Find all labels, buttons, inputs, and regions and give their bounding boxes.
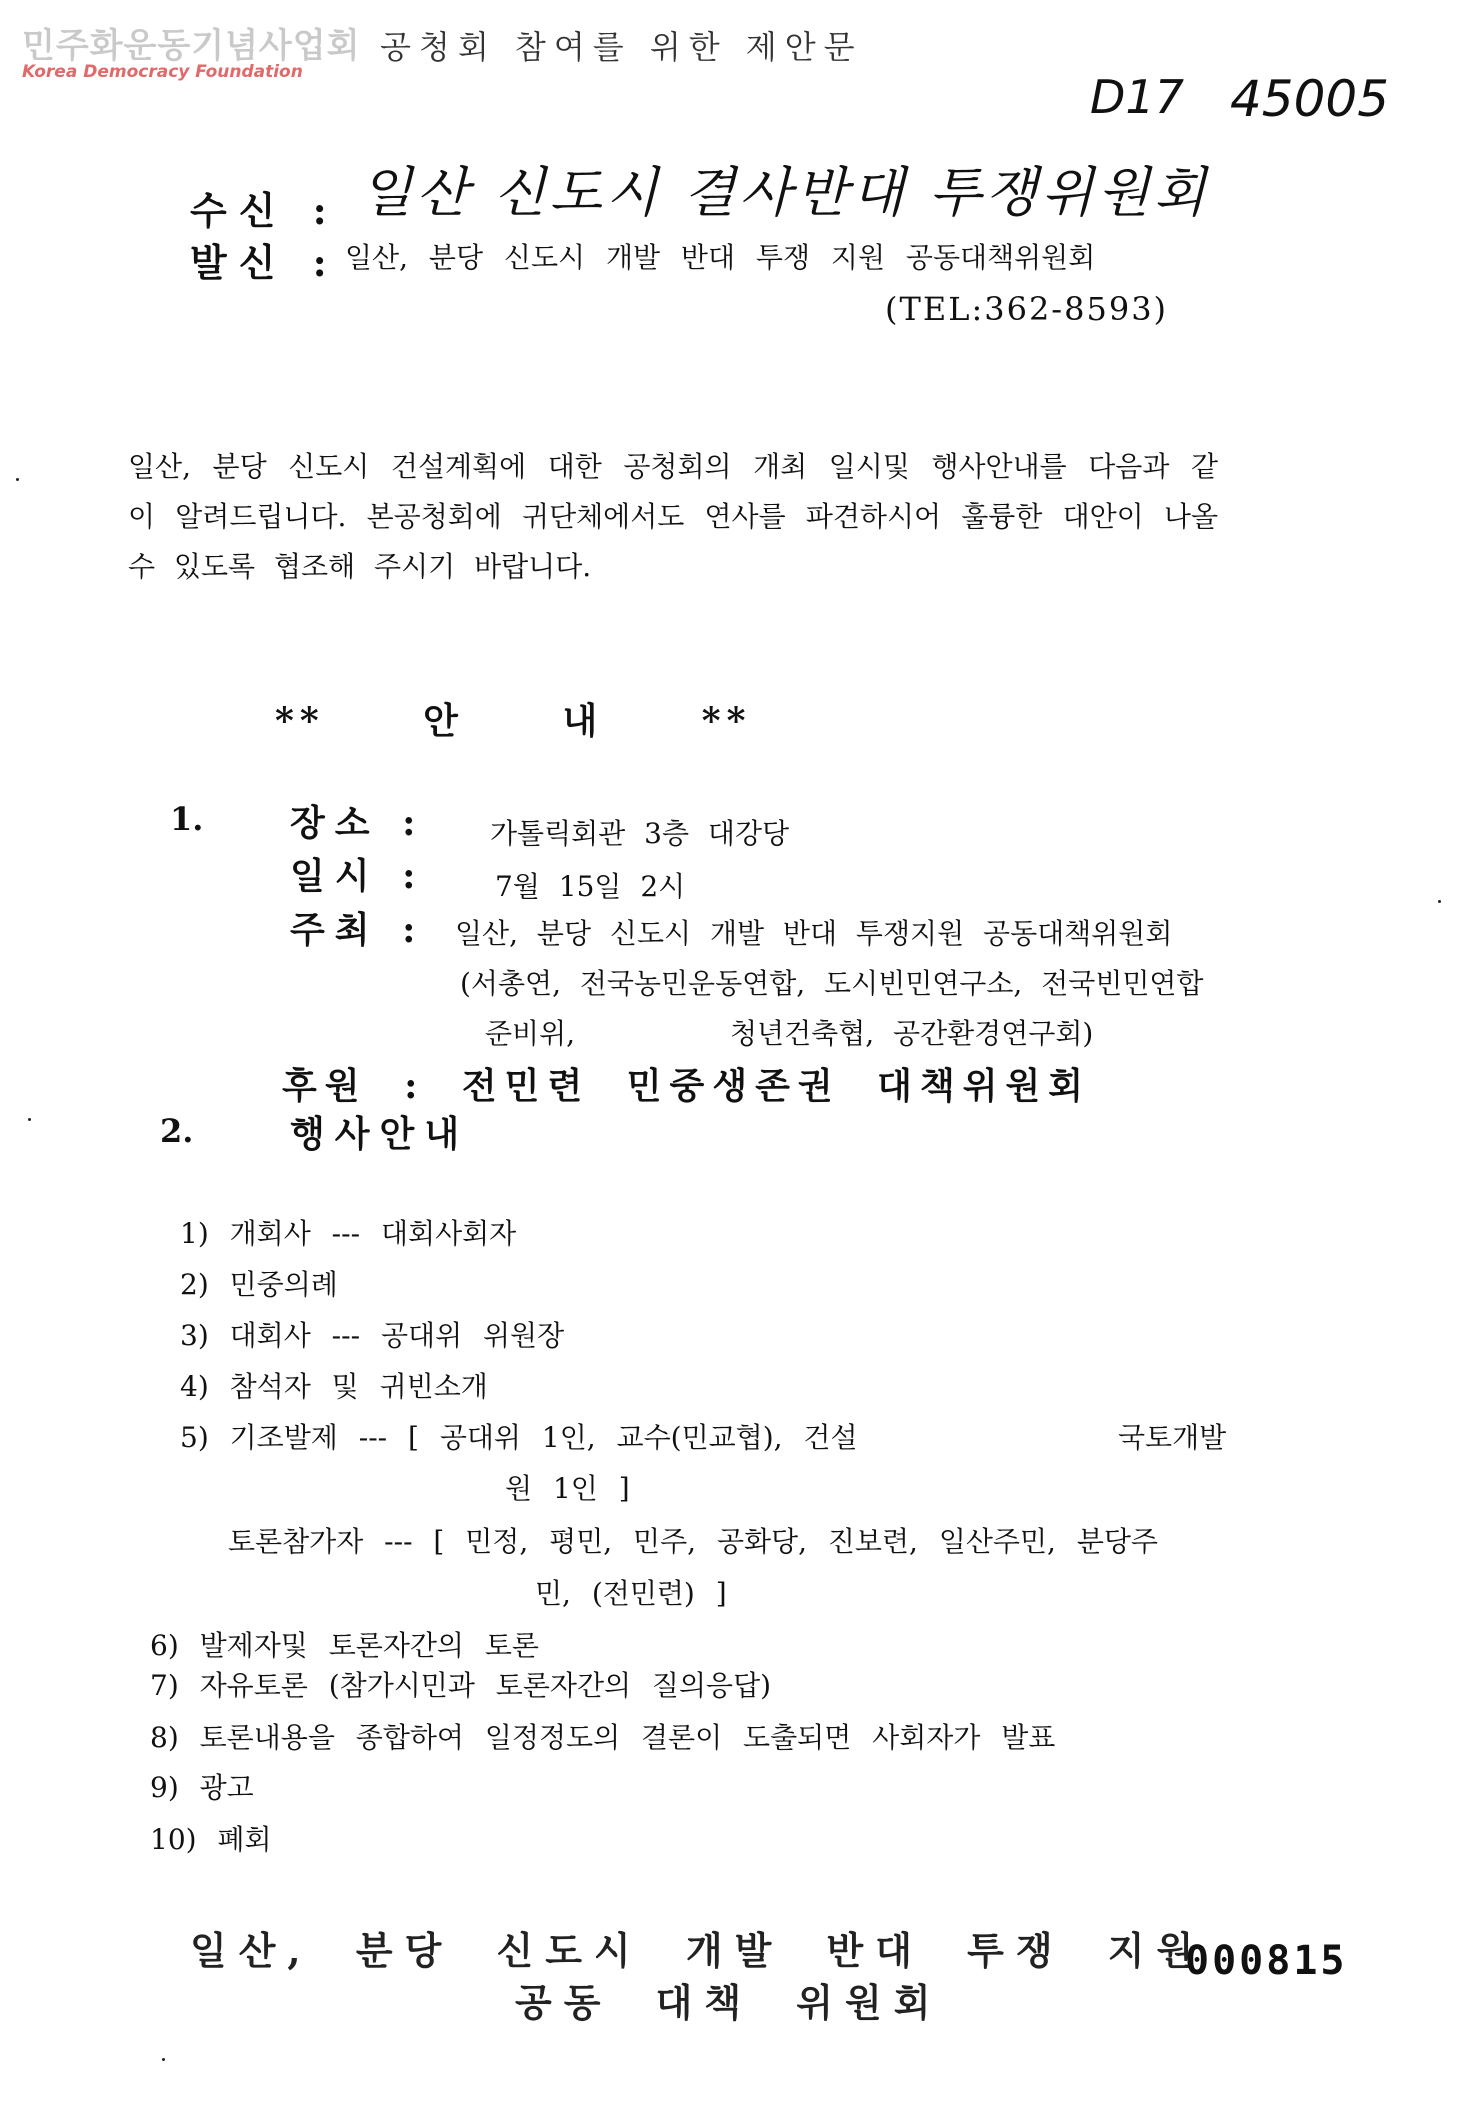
page-stamp-number: 000815: [1185, 1938, 1348, 1984]
scan-speck: [162, 2058, 165, 2061]
program-item: 6) 발제자및 토론자간의 토론: [150, 1629, 539, 1662]
sender-label: 발신 :: [190, 240, 339, 285]
program-item: 10) 폐회: [150, 1823, 272, 1856]
recipient-handwritten: 일산 신도시 결사반대 투쟁위원회: [360, 161, 1210, 224]
sender-phone: (TEL:362-8593): [885, 290, 1169, 328]
host-members-line2: 준비위,: [485, 1017, 576, 1050]
foundation-logo-english: Korea Democracy Foundation: [22, 62, 303, 82]
scan-speck: [28, 1118, 31, 1121]
scan-speck: [1438, 900, 1441, 903]
program-item: 4) 참석자 및 귀빈소개: [180, 1370, 488, 1403]
place-label: 장소 :: [290, 802, 426, 844]
sender-value: 일산, 분당 신도시 개발 반대 투쟁 지원 공동대책위원회: [345, 241, 1096, 274]
program-item-tail: 국토개발: [1118, 1421, 1227, 1454]
foundation-logo-korean: 민주화운동기념사업회: [22, 26, 361, 66]
program-item: 9) 광고: [150, 1771, 254, 1804]
body-paragraph: 일산, 분당 신도시 건설계획에 대한 공청회의 개최 일시및 행사안내를 다음과 같이 알려드립니다. 본공청회에 귀단체에서도 연사를 파견하시어 훌륭한 대안이 나올수 있도록 협조해 주시기 바랍니다.: [128, 450, 1218, 583]
program-item: 1) 개회사 --- 대회사회자: [180, 1217, 517, 1250]
place-value: 가톨릭회관 3층 대강당: [490, 817, 790, 850]
section-2-title: 행사안내: [290, 1113, 470, 1155]
footer-organization-line2: 공동 대책 위원회: [515, 1980, 943, 2025]
footer-organization-line1: 일산, 분당 신도시 개발 반대 투쟁 지원: [190, 1928, 1206, 1973]
host-members-line3: 청년건축협, 공간환경연구회): [730, 1017, 1094, 1050]
handwritten-file-code: D17: [1090, 70, 1184, 124]
sponsor-line: 후원 : 전민련 민중생존권 대책위원회: [282, 1065, 1092, 1107]
host-members-line1: (서총연, 전국농민운동연합, 도시빈민연구소, 전국빈민연합: [460, 967, 1204, 1000]
section-1-number: 1.: [170, 800, 204, 838]
document-title: 공청회 참여를 위한 제안문: [380, 28, 863, 66]
program-item-continuation: 민, (전민련) ]: [535, 1577, 727, 1610]
program-item: 3) 대회사 --- 공대위 위원장: [180, 1319, 565, 1352]
recipient-label: 수신 :: [190, 188, 339, 233]
program-item-continuation: 원 1인 ]: [505, 1472, 630, 1505]
notice-heading: ** 안 내 **: [275, 700, 752, 742]
datetime-value: 7월 15일 2시: [495, 870, 686, 903]
host-value: 일산, 분당 신도시 개발 반대 투쟁지원 공동대책위원회: [455, 917, 1173, 950]
handwritten-file-number: 45005: [1230, 70, 1390, 128]
program-item: 7) 자유토론 (참가시민과 토론자간의 질의응답): [150, 1669, 772, 1702]
program-item: 8) 토론내용을 종합하여 일정정도의 결론이 도출되면 사회자가 발표: [150, 1721, 1056, 1754]
section-2-number: 2.: [160, 1112, 194, 1150]
program-item: 2) 민중의례: [180, 1268, 338, 1301]
program-item: 토론참가자 --- [ 민정, 평민, 민주, 공화당, 진보련, 일산주민, 분당주: [228, 1525, 1158, 1558]
datetime-label: 일시 :: [290, 855, 426, 897]
host-label: 주최 :: [290, 909, 426, 951]
scan-speck: [16, 478, 19, 481]
program-item: 5) 기조발제 --- [ 공대위 1인, 교수(민교협), 건설: [180, 1421, 858, 1454]
